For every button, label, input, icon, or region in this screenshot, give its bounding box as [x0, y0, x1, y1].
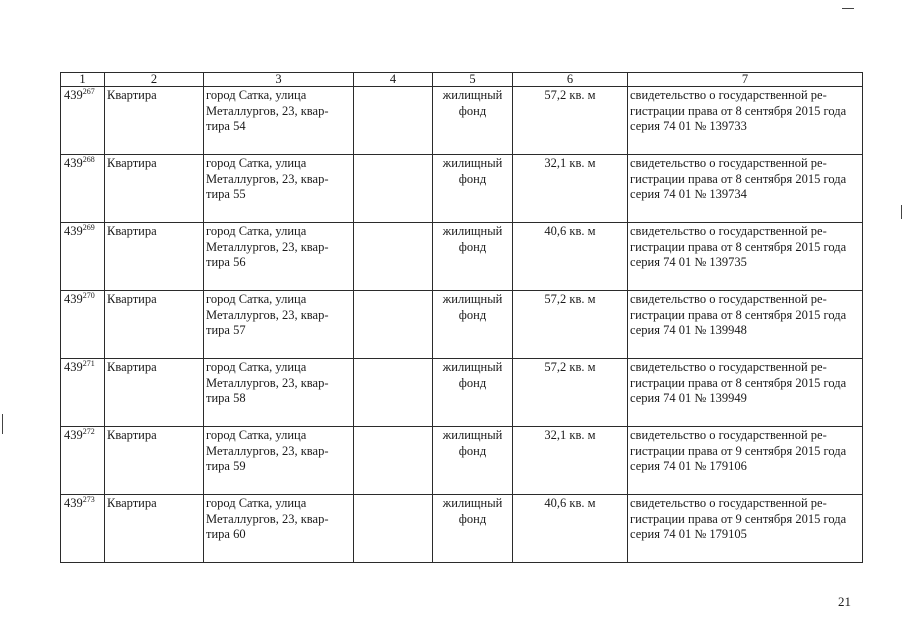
property-category: жилищный фонд: [433, 87, 513, 155]
row-number-superscript: 268: [82, 154, 95, 164]
table-row: [61, 223, 863, 291]
table-row: [61, 87, 863, 155]
property-type: Квартира: [105, 291, 204, 359]
row-number: 439: [64, 224, 83, 238]
page-number: 21: [838, 594, 851, 609]
ownership-document: свидетельство о государственной ре-гистрации права от 8 сентября 2015 года серия 74 01 № 139949: [628, 359, 863, 427]
column-header: 5: [433, 73, 513, 87]
row-number-superscript: 269: [82, 222, 95, 232]
empty-cell: [354, 291, 433, 359]
empty-cell: [354, 155, 433, 223]
property-area: 57,2 кв. м: [513, 87, 628, 155]
row-number: 439: [64, 88, 83, 102]
column-header: 7: [628, 73, 863, 87]
property-area: 57,2 кв. м: [513, 291, 628, 359]
table-row: [61, 495, 863, 563]
column-header: 4: [354, 73, 433, 87]
property-address: город Сатка, улица Металлургов, 23, квар-тира 56: [204, 223, 354, 291]
row-number: 439: [64, 496, 83, 510]
table-row: [61, 291, 863, 359]
ownership-document: свидетельство о государственной ре-гистрации права от 8 сентября 2015 года серия 74 01 № 139948: [628, 291, 863, 359]
property-type: Квартира: [105, 87, 204, 155]
property-category: жилищный фонд: [433, 223, 513, 291]
row-number-cell: [61, 291, 105, 359]
ownership-document: свидетельство о государственной ре-гистрации права от 8 сентября 2015 года серия 74 01 № 139734: [628, 155, 863, 223]
property-type: Квартира: [105, 155, 204, 223]
property-address: город Сатка, улица Металлургов, 23, квар-тира 57: [204, 291, 354, 359]
property-address: город Сатка, улица Металлургов, 23, квар-тира 54: [204, 87, 354, 155]
property-category: жилищный фонд: [433, 359, 513, 427]
empty-cell: [354, 495, 433, 563]
row-number-cell: [61, 359, 105, 427]
row-number-superscript: 270: [82, 290, 95, 300]
property-address: город Сатка, улица Металлургов, 23, квар-тира 59: [204, 427, 354, 495]
property-area: 32,1 кв. м: [513, 155, 628, 223]
empty-cell: [354, 223, 433, 291]
column-header: 6: [513, 73, 628, 87]
property-category: жилищный фонд: [433, 291, 513, 359]
table-row: [61, 359, 863, 427]
column-header: 3: [204, 73, 354, 87]
property-area: 57,2 кв. м: [513, 359, 628, 427]
scan-mark-right: [901, 205, 902, 219]
column-header: 2: [105, 73, 204, 87]
property-category: жилищный фонд: [433, 495, 513, 563]
row-number-cell: [61, 87, 105, 155]
row-number: 439: [64, 156, 83, 170]
property-type: Квартира: [105, 359, 204, 427]
empty-cell: [354, 427, 433, 495]
property-address: город Сатка, улица Металлургов, 23, квар-тира 55: [204, 155, 354, 223]
ownership-document: свидетельство о государственной ре-гистрации права от 9 сентября 2015 года серия 74 01 № 179106: [628, 427, 863, 495]
table-body: [61, 87, 863, 563]
property-category: жилищный фонд: [433, 427, 513, 495]
row-number-cell: [61, 427, 105, 495]
property-address: город Сатка, улица Металлургов, 23, квар-тира 60: [204, 495, 354, 563]
column-header: 1: [61, 73, 105, 87]
row-number-superscript: 272: [82, 426, 95, 436]
ownership-document: свидетельство о государственной ре-гистрации права от 9 сентября 2015 года серия 74 01 № 179105: [628, 495, 863, 563]
row-number-superscript: 273: [82, 494, 95, 504]
property-category: жилищный фонд: [433, 155, 513, 223]
row-number: 439: [64, 360, 83, 374]
row-number: 439: [64, 428, 83, 442]
row-number-cell: [61, 495, 105, 563]
row-number-cell: [61, 155, 105, 223]
row-number-superscript: 271: [82, 358, 95, 368]
property-area: 32,1 кв. м: [513, 427, 628, 495]
property-type: Квартира: [105, 223, 204, 291]
header-row: [61, 73, 863, 87]
property-registry-table: [60, 72, 863, 563]
property-area: 40,6 кв. м: [513, 223, 628, 291]
property-address: город Сатка, улица Металлургов, 23, квар-тира 58: [204, 359, 354, 427]
scan-mark-top: [842, 8, 854, 9]
property-type: Квартира: [105, 495, 204, 563]
property-type: Квартира: [105, 427, 204, 495]
ownership-document: свидетельство о государственной ре-гистрации права от 8 сентября 2015 года серия 74 01 № 139735: [628, 223, 863, 291]
empty-cell: [354, 359, 433, 427]
row-number: 439: [64, 292, 83, 306]
table-row: [61, 155, 863, 223]
scan-mark-left: [2, 414, 3, 434]
row-number-superscript: 267: [82, 86, 95, 96]
empty-cell: [354, 87, 433, 155]
ownership-document: свидетельство о государственной ре-гистрации права от 8 сентября 2015 года серия 74 01 № 139733: [628, 87, 863, 155]
property-area: 40,6 кв. м: [513, 495, 628, 563]
table-row: [61, 427, 863, 495]
row-number-cell: [61, 223, 105, 291]
